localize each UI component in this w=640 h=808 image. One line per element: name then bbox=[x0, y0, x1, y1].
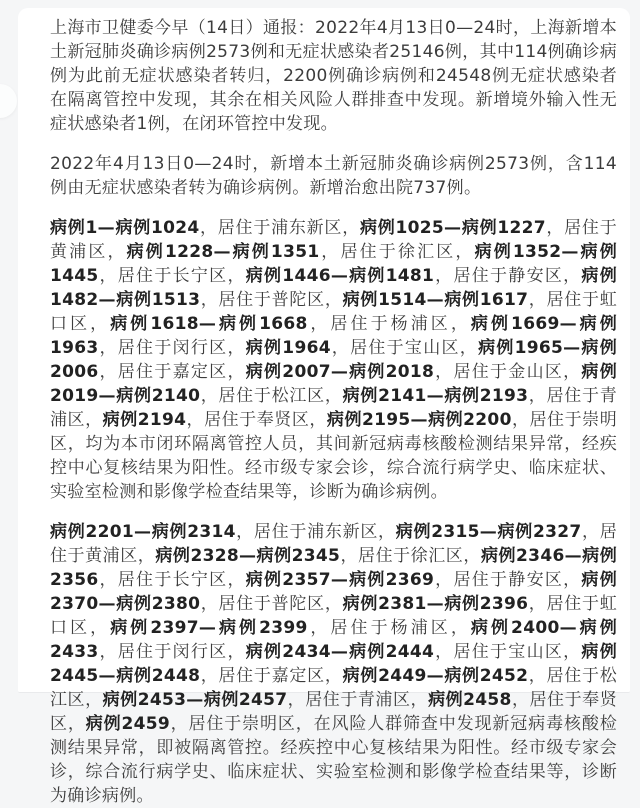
body-text-segment: ，居住于浦东新区， bbox=[235, 522, 396, 542]
case-range-text: 病例2434—病例2444 bbox=[245, 642, 435, 662]
body-text-segment: ，居住于松江区， bbox=[50, 666, 617, 710]
case-range-text: 病例1352—病例1445 bbox=[50, 242, 618, 286]
case-range-text: 病例2357—病例2369 bbox=[245, 570, 435, 590]
case-range-text: 病例1228—病例1351 bbox=[126, 242, 320, 262]
body-text-segment: ，居住于崇明区，均为本市闭环隔离管控人员，其间新冠病毒核酸检测结果异常，经疾控中心复核结果为阳性。经市级专家会诊，综合流行病学史、临床症状、实验室检测和影像学检查结果等，诊断为确诊病例。 bbox=[50, 410, 617, 502]
case-range-text: 病例1964 bbox=[245, 338, 331, 358]
case-range-text: 病例2315—病例2327 bbox=[395, 522, 582, 542]
body-text-segment: ，居住于奉贤区， bbox=[50, 690, 617, 734]
case-range-text: 病例1618—病例1668 bbox=[110, 314, 308, 334]
body-text-segment: ，居住于黄浦区， bbox=[50, 522, 617, 566]
body-text-segment: ，居住于徐汇区， bbox=[340, 546, 481, 566]
body-text-segment: ，居住于黄浦区， bbox=[50, 218, 617, 262]
body-text-segment: ，居住于宝山区， bbox=[330, 338, 479, 358]
body-text-segment: ，居住于奉贤区， bbox=[186, 410, 327, 430]
body-text-segment: ，居住于青浦区， bbox=[50, 386, 617, 430]
case-range-text: 病例2019—病例2140 bbox=[50, 362, 618, 406]
case-range-text: 病例1482—病例1513 bbox=[50, 266, 618, 310]
paragraph bbox=[50, 16, 617, 136]
body-text-segment: ，居住于虹口区， bbox=[50, 290, 617, 334]
body-text-segment: ，居住于普陀区， bbox=[200, 290, 343, 310]
case-range-text: 病例2458 bbox=[428, 690, 512, 710]
case-range-text: 病例2194 bbox=[102, 410, 187, 430]
case-range-text: 病例2007—病例2018 bbox=[245, 362, 435, 382]
body-text-segment: ，居住于静安区， bbox=[434, 570, 582, 590]
case-range-text: 病例1446—病例1481 bbox=[245, 266, 435, 286]
case-range-text: 病例2400—病例2433 bbox=[50, 618, 618, 662]
case-range-text: 病例2453—病例2457 bbox=[102, 690, 288, 710]
case-range-text: 病例2459 bbox=[85, 714, 171, 734]
body-text-segment: ，居住于闵行区， bbox=[98, 642, 246, 662]
body-text-segment: 2022年4月13日0—24时，新增本土新冠肺炎确诊病例2573例，含114例由无症状感染者转为确诊病例。新增治愈出院737例。 bbox=[50, 154, 617, 198]
case-range-text: 病例2195—病例2200 bbox=[326, 410, 512, 430]
body-text-segment: ，居住于普陀区， bbox=[200, 594, 343, 614]
paragraph bbox=[50, 216, 617, 504]
body-text-segment: ，居住于长宁区， bbox=[98, 570, 246, 590]
case-range-text: 病例2141—病例2193 bbox=[342, 386, 529, 406]
paragraph bbox=[50, 520, 617, 808]
body-text-segment: ，居住于杨浦区， bbox=[307, 314, 471, 334]
body-text-segment: ，居住于松江区， bbox=[200, 386, 343, 406]
case-range-text: 病例1669—病例1963 bbox=[50, 314, 618, 358]
side-floating-decoration bbox=[0, 84, 17, 118]
case-range-text: 病例2449—病例2452 bbox=[342, 666, 529, 686]
case-range-text: 病例2381—病例2396 bbox=[342, 594, 529, 614]
body-text-segment: ，居住于静安区， bbox=[434, 266, 582, 286]
case-range-text: 病例2370—病例2380 bbox=[50, 570, 618, 614]
body-text-segment: ，居住于青浦区， bbox=[287, 690, 429, 710]
case-range-text: 病例2328—病例2345 bbox=[155, 546, 341, 566]
body-text-segment: ，居住于崇明区，在风险人群筛查中发现新冠病毒核酸检测结果异常，即被隔离管控。经疾控中心复核结果为阳性。经市级专家会诊，综合流行病学史、临床症状、实验室检测和影像学检查结果等，诊断为确诊病例。 bbox=[50, 714, 617, 806]
body-text-segment: ，居住于虹口区， bbox=[50, 594, 617, 638]
case-range-text: 病例1965—病例2006 bbox=[50, 338, 617, 382]
case-range-text: 病例2346—病例2356 bbox=[50, 546, 617, 590]
case-range-text: 病例2397—病例2399 bbox=[110, 618, 308, 638]
body-text-segment: ，居住于嘉定区， bbox=[98, 362, 246, 382]
body-text-segment: ，居住于徐汇区， bbox=[319, 242, 475, 262]
case-range-text: 病例2201—病例2314 bbox=[50, 522, 236, 542]
body-text-segment: ，居住于金山区， bbox=[434, 362, 582, 382]
case-range-text: 病例2445—病例2448 bbox=[50, 642, 618, 686]
case-range-text: 病例1514—病例1617 bbox=[342, 290, 529, 310]
body-text-segment: 上海市卫健委今早（14日）通报：2022年4月13日0—24时，上海新增本土新冠肺炎确诊病例2573例和无症状感染者25146例，其中114例确诊病例为此前无症状感染者转归，2200例确诊病例和24548例无症状感染者在隔离管控中发现，其余在相关风险人群排查中发现。新增境外输入性无症状感染者1例，在闭环管控中发现。 bbox=[50, 18, 617, 134]
body-text-segment: ，居住于闵行区， bbox=[98, 338, 246, 358]
paragraph bbox=[50, 152, 617, 200]
body-text-segment: ，居住于浦东新区， bbox=[199, 218, 360, 238]
article-body bbox=[50, 16, 617, 808]
body-text-segment: ，居住于杨浦区， bbox=[307, 618, 471, 638]
body-text-segment: ，居住于嘉定区， bbox=[200, 666, 343, 686]
case-range-text: 病例1—病例1024 bbox=[50, 218, 200, 238]
article-card bbox=[18, 8, 630, 806]
body-text-segment: ，居住于长宁区， bbox=[98, 266, 246, 286]
body-text-segment: ，居住于宝山区， bbox=[434, 642, 582, 662]
case-range-text: 病例1025—病例1227 bbox=[359, 218, 546, 238]
